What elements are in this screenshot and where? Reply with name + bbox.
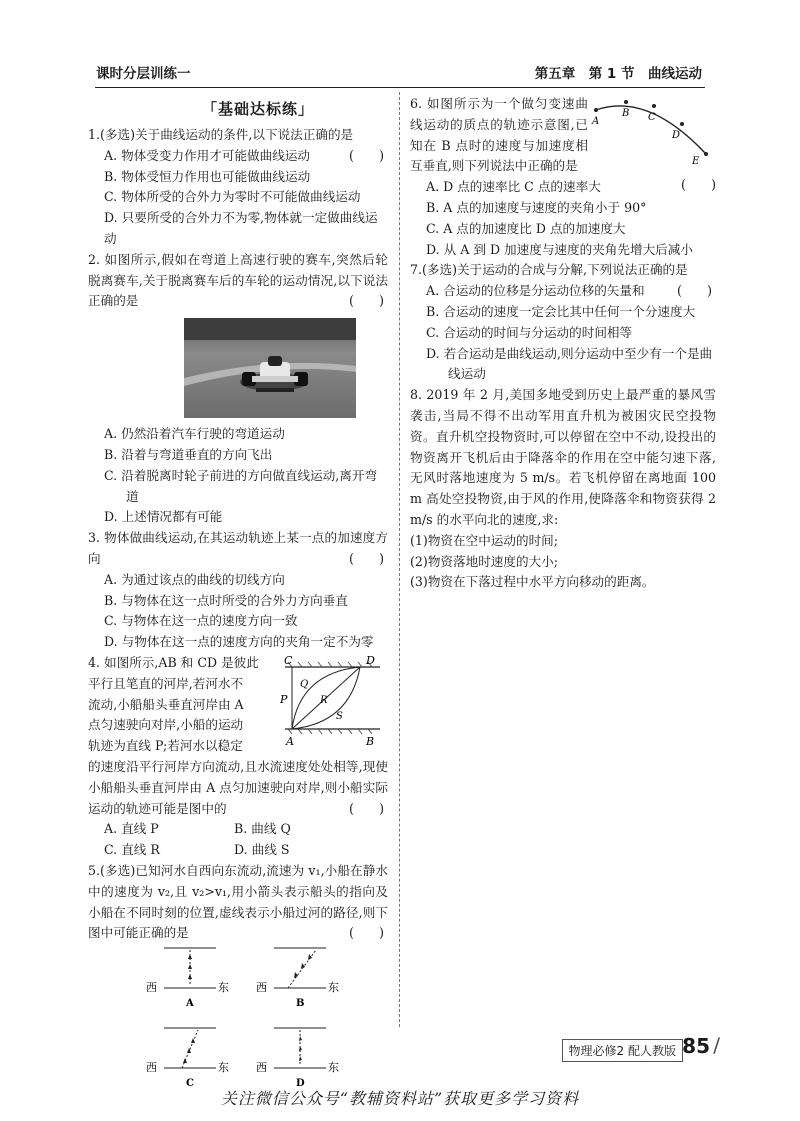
label-a: A bbox=[186, 998, 194, 1010]
q4-stem-line: 轨迹为直线 P;若河水以稳定 bbox=[88, 738, 243, 754]
q1-option-b: B. 物体受恒力作用也可能做曲线运动 bbox=[104, 168, 311, 184]
q4-stem-line: 4. 如图所示,AB 和 CD 是彼此 bbox=[88, 654, 259, 670]
label-a: A bbox=[286, 734, 294, 748]
point-a: A bbox=[592, 116, 600, 127]
east-label: 东 bbox=[328, 981, 339, 995]
answer-paren: ( ) bbox=[348, 800, 384, 816]
east-label: 东 bbox=[328, 1061, 339, 1075]
label-q: Q bbox=[300, 678, 309, 690]
q4-stem-line: 流动,小船船头垂直河岸由 A bbox=[88, 696, 244, 712]
q4-option-b: B. 曲线 Q bbox=[234, 821, 291, 837]
answer-paren: ( ) bbox=[348, 925, 384, 941]
header-left: 课时分层训练一 bbox=[96, 66, 191, 82]
label-c: C bbox=[186, 1078, 194, 1090]
q7-option-b: B. 合运动的速度一定会比其中任何一个分速度大 bbox=[426, 303, 696, 319]
q1-option-c: C. 物体所受的合外力为零时不可能做曲线运动 bbox=[104, 189, 361, 205]
label-s: S bbox=[336, 710, 343, 722]
question-4 bbox=[88, 653, 388, 861]
q3-stem: 3. 物体做曲线运动,在其运动轨迹上某一点的加速度方向 bbox=[88, 530, 388, 566]
point-e: E bbox=[692, 156, 700, 166]
q4-option-d: D. 曲线 S bbox=[234, 842, 290, 858]
q6-stem: 6. 如图所示为一个做匀变速曲线运动的质点的轨迹示意图,已知在 B 点时的速度与加速度相互垂直,则下列说法中正确的是 bbox=[410, 96, 588, 174]
q2-option-b: B. 沿着与弯道垂直的方向飞出 bbox=[104, 446, 273, 462]
q7-stem: 7.(多选)关于运动的合成与分解,下列说法正确的是 bbox=[410, 262, 688, 278]
answer-paren: ( ) bbox=[680, 177, 716, 192]
q8-sub-1: (1)物资在空中运动的时间; bbox=[410, 532, 559, 548]
label-b: B bbox=[366, 734, 375, 748]
q3-option-a: A. 为通过该点的曲线的切线方向 bbox=[104, 571, 285, 587]
west-label: 西 bbox=[256, 981, 267, 995]
bottom-note: 关注微信公众号“教辅资料站”获取更多学习资料 bbox=[220, 1089, 580, 1108]
q7-option-a: A. 合运动的位移是分运动位移的矢量和 bbox=[426, 283, 645, 299]
q6-option-d: D. 从 A 到 D 加速度与速度的夹角先增大后减小 bbox=[426, 241, 693, 257]
q6-option-a: A. D 点的速率比 C 点的速率大 bbox=[426, 179, 601, 195]
right-column bbox=[410, 94, 716, 593]
question-6 bbox=[410, 94, 716, 260]
q4-stem-rest: 的速度沿平行河岸方向流动,且水流速度处处相等,现使小船船头垂直河岸由 A 点匀加速驶向对岸,则小船实际运动的轨迹可能是图中的 bbox=[88, 758, 388, 816]
book-label: 物理必修2 配人教版 bbox=[562, 1039, 683, 1062]
q7-option-d: D. 若合运动是曲线运动,则分运动中至少有一个是曲线运动 bbox=[426, 345, 713, 382]
west-label: 西 bbox=[146, 981, 157, 995]
point-b: B bbox=[622, 108, 630, 119]
question-3 bbox=[88, 528, 388, 653]
answer-paren: ( ) bbox=[348, 550, 384, 566]
q6-option-c: C. A 点的加速度比 D 点的加速度大 bbox=[426, 220, 626, 236]
header-rule bbox=[95, 87, 705, 88]
q1-option-a: A. 物体受变力作用才可能做曲线运动 bbox=[104, 147, 311, 163]
q2-stem: 2. 如图所示,假如在弯道上高速行驶的赛车,突然后轮脱离赛车,关于脱离赛车后的车轮的运动情况,以下说法正确的是 bbox=[88, 251, 388, 309]
q1-option-d: D. 只要所受的合外力不为零,物体就一定做曲线运动 bbox=[104, 210, 378, 246]
q4-option-c: C. 直线 R bbox=[104, 842, 160, 858]
question-8 bbox=[410, 385, 716, 593]
answer-paren: ( ) bbox=[676, 283, 712, 299]
label-b: B bbox=[296, 998, 305, 1010]
q2-option-d: D. 上述情况都有可能 bbox=[104, 509, 223, 525]
q2-option-c: C. 沿着脱离时轮子前进的方向做直线运动,离开弯道 bbox=[104, 467, 378, 504]
question-1 bbox=[88, 125, 388, 250]
east-label: 东 bbox=[218, 981, 229, 995]
q8-sub-2: (2)物资落地时速度的大小; bbox=[410, 553, 559, 569]
label-d: D bbox=[296, 1078, 305, 1090]
question-5 bbox=[88, 861, 388, 1097]
label-r: R bbox=[320, 694, 328, 706]
label-p: P bbox=[280, 692, 288, 706]
q2-option-a: A. 仍然沿着汽车行驶的弯道运动 bbox=[104, 426, 285, 442]
q7-option-c: C. 合运动的时间与分运动的时间相等 bbox=[426, 324, 633, 340]
q4-option-a: A. 直线 P bbox=[104, 821, 159, 837]
left-column bbox=[88, 94, 388, 1097]
answer-paren: ( ) bbox=[348, 147, 384, 163]
question-2 bbox=[88, 250, 388, 528]
q5-diagrams bbox=[88, 944, 388, 1094]
trajectory-diagram bbox=[588, 96, 716, 166]
q1-stem: 1.(多选)关于曲线运动的条件,以下说法正确的是 bbox=[88, 127, 354, 142]
column-divider bbox=[399, 92, 400, 1027]
page-slash: / bbox=[713, 1033, 720, 1057]
point-d: D bbox=[672, 130, 681, 141]
diagram-c bbox=[146, 1028, 229, 1089]
question-7 bbox=[410, 260, 716, 385]
label-c: C bbox=[284, 653, 293, 667]
west-label: 西 bbox=[256, 1061, 267, 1075]
section-title: 「基础达标练」 bbox=[201, 100, 314, 118]
page-number: 85 bbox=[682, 1034, 710, 1058]
answer-paren: ( ) bbox=[348, 293, 384, 309]
diagram-b bbox=[256, 948, 339, 1009]
q3-option-d: D. 与物体在这一点的速度方向的夹角一定不为零 bbox=[104, 634, 374, 650]
q8-sub-3: (3)物资在下落过程中水平方向移动的距离。 bbox=[410, 574, 655, 590]
q3-option-b: B. 与物体在这一点时所受的合外力方向垂直 bbox=[104, 592, 348, 608]
point-c: C bbox=[648, 112, 656, 123]
q3-option-c: C. 与物体在这一点的速度方向一致 bbox=[104, 613, 298, 629]
q6-option-b: B. A 点的加速度与速度的夹角小于 90° bbox=[426, 199, 647, 215]
river-diagram bbox=[280, 653, 385, 755]
q4-stem-line: 点匀速驶向对岸,小船的运动 bbox=[88, 717, 244, 733]
q4-stem-line: 平行且笔直的河岸,若河水不 bbox=[88, 675, 244, 691]
diagram-a bbox=[146, 948, 229, 1009]
race-car-photo bbox=[184, 318, 356, 418]
label-d: D bbox=[366, 653, 375, 667]
q8-stem: 8. 2019 年 2 月,美国多地受到历史上最严重的暴风雪袭击,当局不得不出动军用直升机为被困灾民空投物资。直升机空投物资时,可以停留在空中不动,设投出的物资离开飞机后由于降落伞的作用在空中能匀速下落,无风时落地速度为 5 m/s。若飞机停留在离地面 100 m 高处空投物资,由于风的作用,使降落伞和物资获得 2 m/s 的水平向北的速度,求: bbox=[410, 387, 716, 527]
west-label: 西 bbox=[146, 1061, 157, 1075]
header-right: 第五章 第 1 节 曲线运动 bbox=[534, 66, 702, 82]
q5-stem: 5.(多选)已知河水自西向东流动,流速为 v₁,小船在静水中的速度为 v₂,且 v₂>v₁,用小箭头表示船头的指向及小船在不同时刻的位置,虚线表示小船过河的路径,则下图中可能正确的是 bbox=[88, 862, 388, 941]
east-label: 东 bbox=[218, 1061, 229, 1075]
diagram-d bbox=[256, 1028, 339, 1089]
